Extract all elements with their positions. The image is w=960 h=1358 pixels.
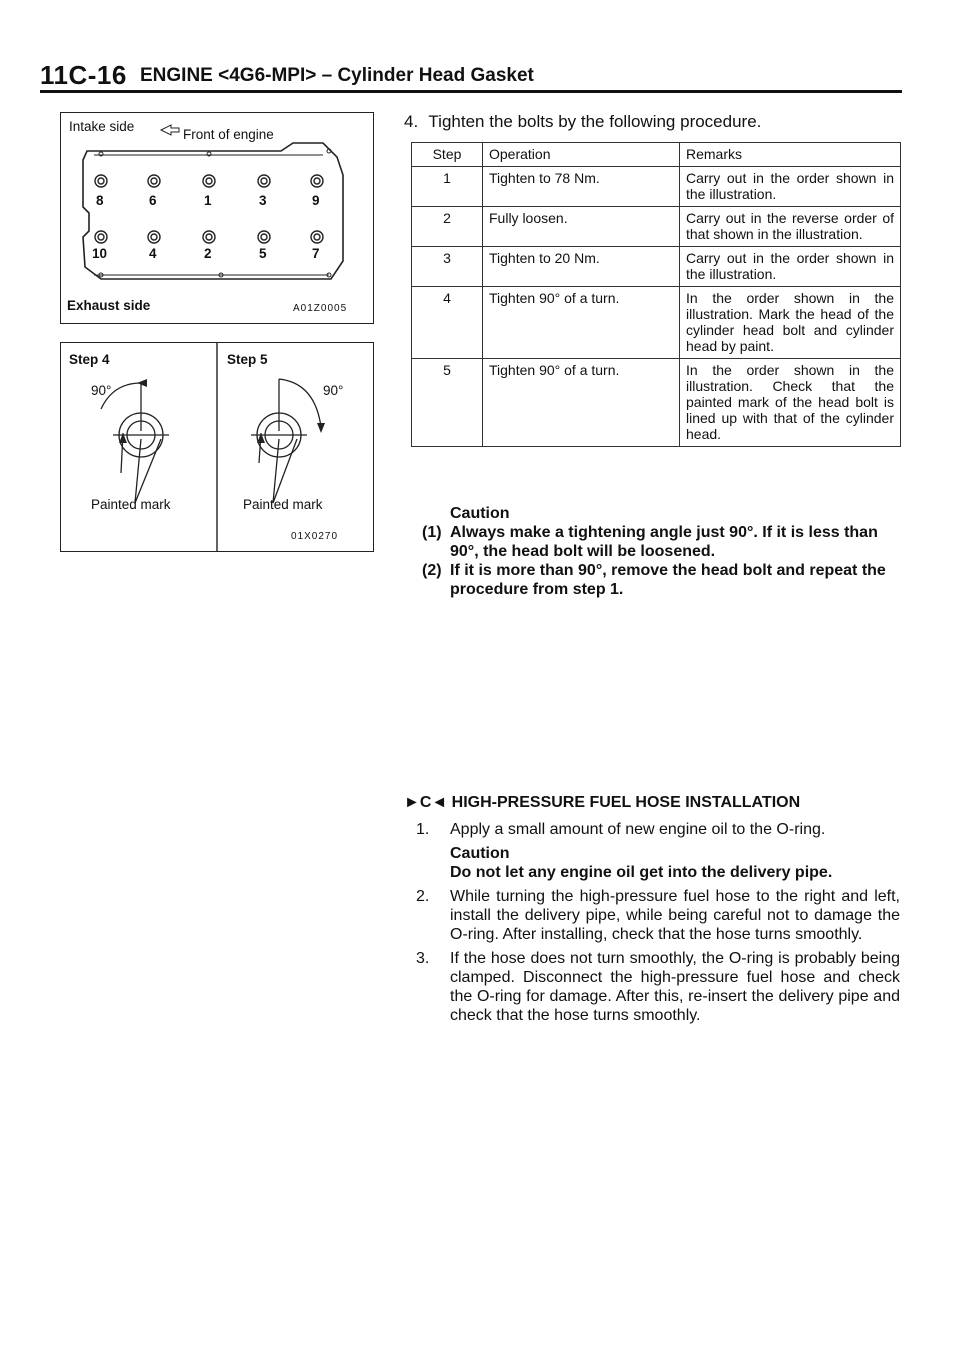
page-title: ENGINE <4G6-MPI> – Cylinder Head Gasket (140, 65, 534, 86)
figure-code: 01X0270 (291, 531, 339, 542)
step-cell: 2 (412, 207, 483, 247)
angle-label-step4: 90° (91, 383, 112, 398)
column-header: Operation (483, 143, 680, 167)
bolt-angle-drawing (61, 343, 373, 551)
operation-cell: Tighten to 78 Nm. (483, 167, 680, 207)
remarks-cell: In the order shown in the illustration. Check that the painted mark of the head bolt is lined up with that of the cylinder head. (680, 359, 901, 447)
step-number: 1. (416, 821, 430, 838)
step-number: 3. (416, 950, 430, 967)
bolt-number: 8 (96, 193, 104, 208)
step-cell: 4 (412, 287, 483, 359)
list-item (416, 949, 900, 1025)
caution-item-index: (1) (422, 524, 442, 541)
caution-item-text: Always make a tightening angle just 90°. If it is less than 90°, the head bolt will be loosened. (450, 524, 878, 560)
step-text: While turning the high-pressure fuel hose to the right and left, install the delivery pipe, while being careful not to damage the O-ring. After installing, check that the hose turns smoothly. (450, 888, 900, 943)
bolt-number: 2 (204, 246, 212, 261)
bolt-number: 5 (259, 246, 267, 261)
cylinder-head-outline (61, 113, 373, 323)
step-cell: 5 (412, 359, 483, 447)
caution-item (422, 561, 900, 599)
intro-number: 4. (404, 112, 419, 131)
remarks-cell: In the order shown in the illustration. Mark the head of the cylinder head bolt and cylinder head by paint. (680, 287, 901, 359)
tightening-angle-figure (60, 342, 374, 552)
remarks-cell: Carry out in the reverse order of that shown in the illustration. (680, 207, 901, 247)
intro-text: Tighten the bolts by the following procedure. (428, 112, 762, 131)
table-row (412, 359, 901, 447)
intake-side-label: Intake side (69, 119, 135, 134)
step5-label: Step 5 (227, 352, 268, 367)
bolt-number: 1 (204, 193, 212, 208)
caution-text: Do not let any engine oil get into the delivery pipe. (450, 864, 833, 881)
header-rule (40, 90, 902, 93)
painted-mark-label: Painted mark (243, 497, 323, 512)
procedure-table (411, 142, 901, 447)
bolt-number: 3 (259, 193, 267, 208)
table-row (412, 247, 901, 287)
step-text: Apply a small amount of new engine oil to the O-ring. (450, 821, 826, 838)
page-header (40, 60, 900, 92)
caution-title: Caution (450, 845, 510, 862)
caution-item (422, 523, 900, 561)
remarks-cell: Carry out in the order shown in the illustration. (680, 247, 901, 287)
table-row (412, 167, 901, 207)
bolt-number: 9 (312, 193, 320, 208)
step-cell: 3 (412, 247, 483, 287)
bolt-number: 7 (312, 246, 320, 261)
figure-code: A01Z0005 (293, 303, 348, 314)
step4-label: Step 4 (69, 352, 110, 367)
list-item (416, 887, 900, 944)
column-header: Step (412, 143, 483, 167)
caution-title: Caution (450, 505, 510, 522)
bolt-order-figure (60, 112, 374, 324)
column-header: Remarks (680, 143, 901, 167)
step-cell: 1 (412, 167, 483, 207)
caution-item-index: (2) (422, 562, 442, 579)
list-item (416, 820, 900, 839)
fuel-hose-steps (416, 820, 900, 1030)
step-text: If the hose does not turn smoothly, the O-ring is probably being clamped. Disconnect the high-pressure fuel hose and check the O-ring for damage. After this, re-insert the delivery pipe and check that the hose turns smoothly. (450, 950, 900, 1024)
bolt-number: 6 (149, 193, 157, 208)
caution-block (450, 844, 900, 882)
operation-cell: Tighten 90° of a turn. (483, 287, 680, 359)
table-header-row (412, 143, 901, 167)
table-row (412, 287, 901, 359)
section-heading: ►C◄ HIGH-PRESSURE FUEL HOSE INSTALLATION (404, 794, 801, 811)
operation-cell: Tighten 90° of a turn. (483, 359, 680, 447)
step-number: 2. (416, 888, 430, 905)
remarks-cell: Carry out in the order shown in the illustration. (680, 167, 901, 207)
procedure-intro (404, 112, 761, 132)
operation-cell: Tighten to 20 Nm. (483, 247, 680, 287)
caution-block (422, 504, 900, 599)
bolt-number: 4 (149, 246, 157, 261)
operation-cell: Fully loosen. (483, 207, 680, 247)
bolt-number: 10 (92, 246, 108, 261)
caution-item-text: If it is more than 90°, remove the head bolt and repeat the procedure from step 1. (450, 562, 886, 598)
front-of-engine-label: Front of engine (183, 127, 274, 142)
angle-label-step5: 90° (323, 383, 344, 398)
table-row (412, 207, 901, 247)
painted-mark-label: Painted mark (91, 497, 171, 512)
exhaust-side-label: Exhaust side (67, 298, 151, 313)
page-number: 11C-16 (40, 60, 127, 90)
